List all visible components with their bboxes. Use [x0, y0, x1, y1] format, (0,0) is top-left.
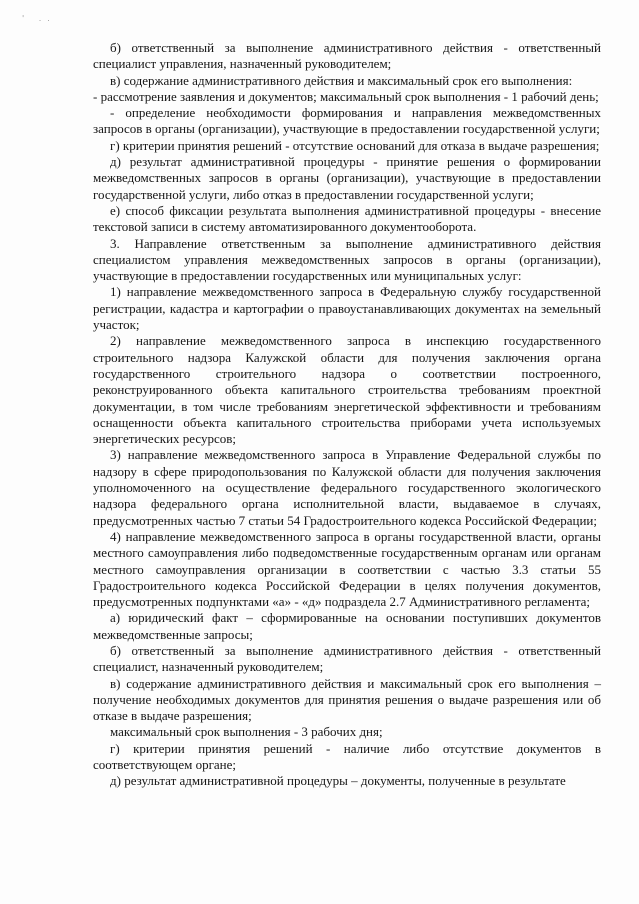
- paragraph: д) результат административной процедуры - принятие решения о формировании межведомственных запросов в органы (организации), участвующие в предоставлении государственной услуги, либо отказ в предоставлении государственной услуги;: [93, 154, 601, 202]
- paragraph: а) юридический факт – сформированные на основании поступивших документов межведомственные запросы;: [93, 610, 601, 642]
- scan-artifact: ' ..: [22, 14, 56, 23]
- paragraph: 3) направление межведомственного запроса в Управление Федеральной службы по надзору в сфере природопользования по Калужской области для получения заключения уполномоченного на осуществление федерального государственного экологического надзора федерального органа исполнительной власти, выдаваемое в случаях, предусмотренных частью 7 статьи 54 Градостроительного кодекса Российской Федерации;: [93, 447, 601, 528]
- paragraph: г) критерии принятия решений - наличие либо отсутствие документов в соответствующем органе;: [93, 740, 601, 773]
- paragraph: - рассмотрение заявления и документов; максимальный срок выполнения - 1 рабочий день;: [93, 88, 599, 104]
- paragraph: максимальный срок выполнения - 3 рабочих дня;: [110, 724, 383, 740]
- paragraph: 4) направление межведомственного запроса в органы государственной власти, органы местного самоуправления либо подведомственные государственным органам или органам местного самоуправления организации в соответствии с частью 3.3 статьи 55 Градостроительного кодекса Российской Федерации в целях получения документов, предусмотренных подпунктами «а» - «д» подраздела 2.7 Административного регламента;: [93, 528, 601, 610]
- paragraph: в) содержание административного действия и максимальный срок его выполнения:: [110, 72, 573, 88]
- paragraph: 1) направление межведомственного запроса в Федеральную службу государственной регистрации, кадастра и картографии о правоустанавливающих документах на земельный участок;: [93, 284, 601, 333]
- paragraph: б) ответственный за выполнение административного действия - ответственный специалист, назначенный руководителем;: [93, 642, 601, 675]
- paragraph: е) способ фиксации результата выполнения административной процедуры - внесение текстовой записи в систему автоматизированного документооборота.: [93, 202, 601, 235]
- paragraph: д) результат административной процедуры – документы, полученные в результате: [110, 773, 566, 789]
- paragraph: б) ответственный за выполнение административного действия - ответственный специалист управления, назначенный руководителем;: [93, 40, 601, 72]
- paragraph: г) критерии принятия решений - отсутствие оснований для отказа в выдаче разрешения;: [110, 137, 600, 153]
- paragraph: в) содержание административного действия и максимальный срок его выполнения – получение необходимых документов для принятия решения о выдаче разрешения или об отказе в выдаче разрешения;: [93, 675, 601, 724]
- document-body: [93, 40, 601, 790]
- paragraph: - определение необходимости формирования и направления межведомственных запросов в органы (организации), участвующие в предоставлении государственной услуги;: [93, 105, 601, 137]
- paragraph: 3. Направление ответственным за выполнение административного действия специалистом управления межведомственных запросов в органы (организации), участвующие в предоставлении государственных или муниципальных услуг:: [93, 235, 601, 284]
- paragraph: 2) направление межведомственного запроса в инспекцию государственного строительного надзора Калужской области для получения заключения органа государственного строительного надзора о соответствии построенного, реконструированного объекта капитального строительства требованиям проектной документации, в том числе требованиям энергетической эффективности и требованиям оснащенности объекта капитального строительства приборами учета используемых энергетических ресурсов;: [93, 333, 601, 447]
